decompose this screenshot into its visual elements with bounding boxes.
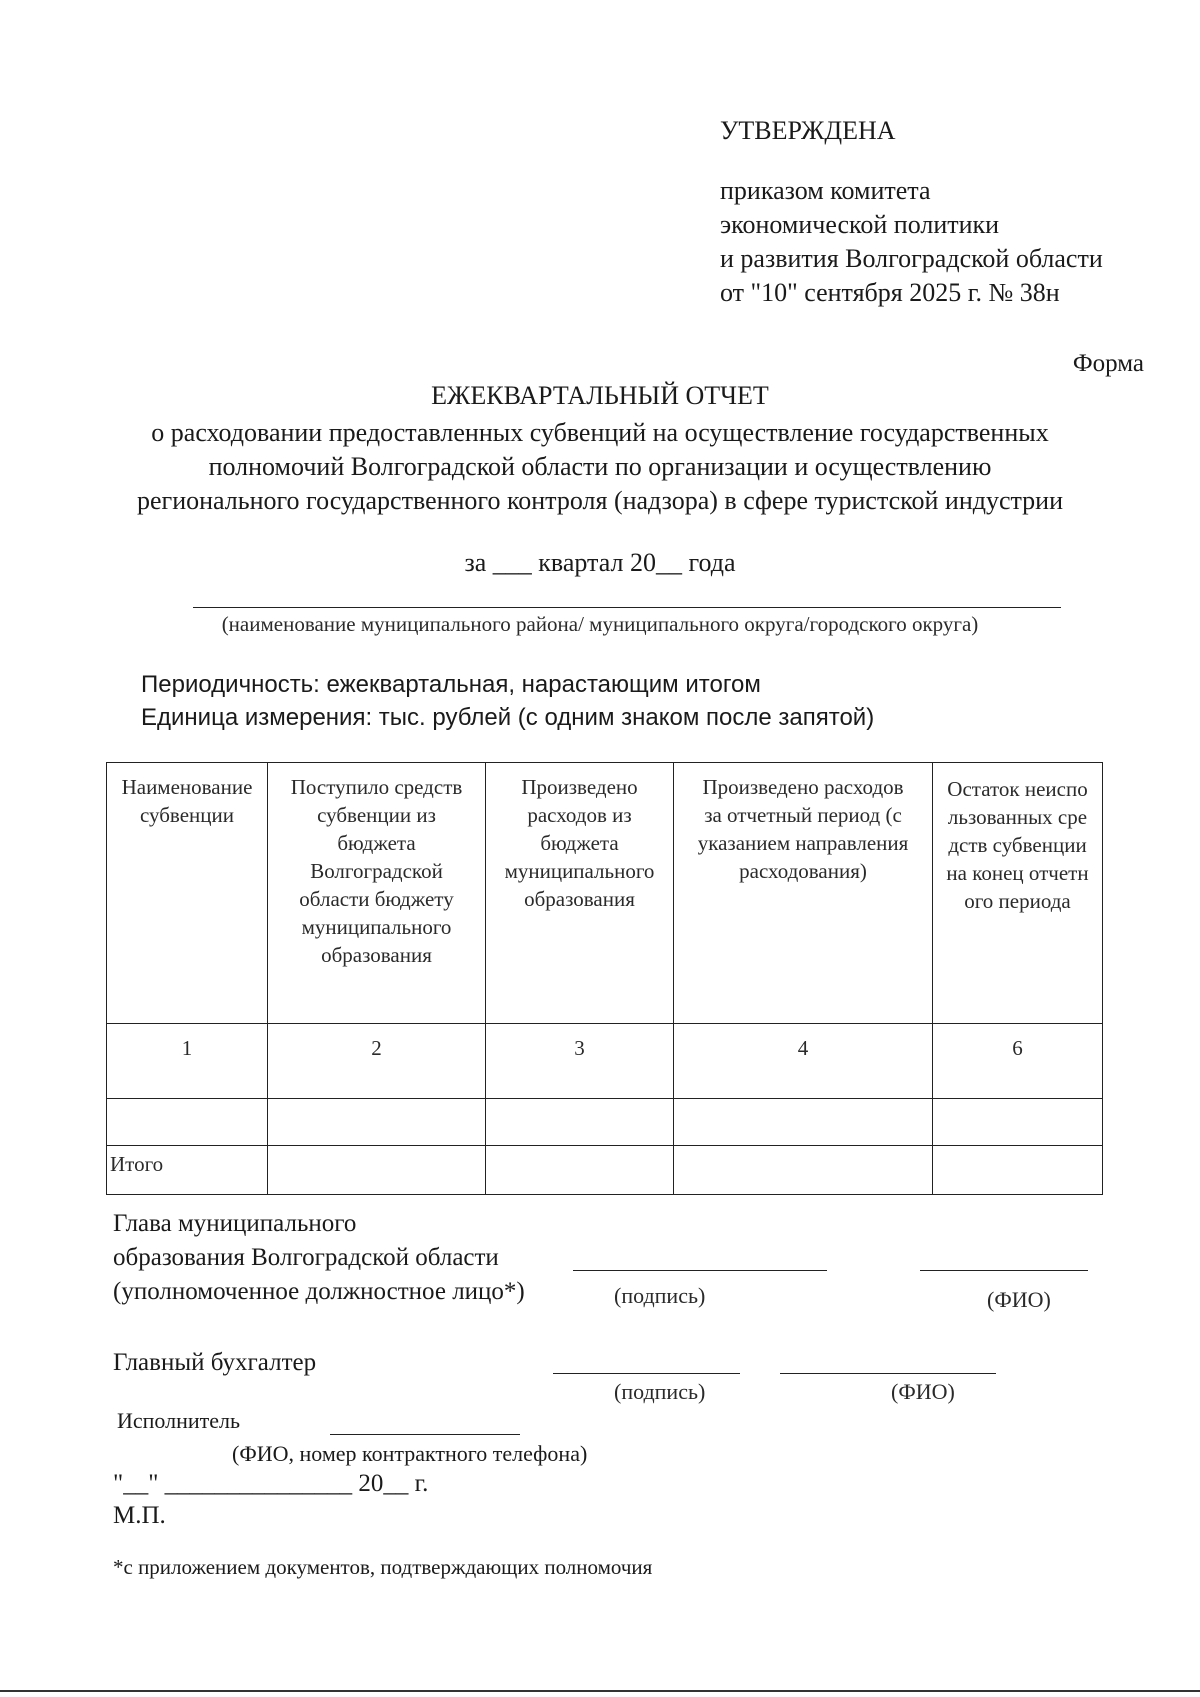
table-cell[interactable]	[933, 1146, 1103, 1195]
table-cell[interactable]	[268, 1099, 486, 1146]
page-bottom-rule	[0, 1690, 1200, 1692]
table-cell[interactable]	[674, 1146, 933, 1195]
head-signature-line[interactable]	[573, 1270, 827, 1271]
column-number: 1	[107, 1024, 268, 1099]
municipality-caption: (наименование муниципального района/ муниципального округа/городского округа)	[221, 612, 979, 636]
table-row	[107, 1024, 1103, 1099]
accountant-label: Главный бухгалтер	[113, 1349, 317, 1376]
table-row	[107, 1099, 1103, 1146]
unit-of-measure: Единица измерения: тыс. рублей (с одним знаком после запятой)	[141, 704, 875, 731]
header-municipal-expenses: Произведено расходов из бюджета муниципального образования	[486, 763, 674, 1024]
name-caption: (ФИО)	[987, 1287, 1051, 1312]
head-label-line: образования Волгоградской области	[113, 1244, 499, 1271]
report-title: ЕЖЕКВАРТАЛЬНЫЙ ОТЧЕТ	[431, 381, 769, 410]
table-cell[interactable]	[933, 1099, 1103, 1146]
signature-caption: (подпись)	[614, 1283, 706, 1308]
header-remaining-balance: Остаток неиспользованных средств субвенции на конец отчетного периода	[933, 763, 1103, 1024]
subtitle-line: полномочий Волгоградской области по организации и осуществлению	[208, 452, 992, 481]
date-line: "__" _______________ 20__ г.	[113, 1470, 429, 1497]
seal-label: М.П.	[113, 1502, 166, 1529]
accountant-signature-line[interactable]	[553, 1373, 740, 1374]
head-label-line: (уполномоченное должностное лицо*)	[113, 1278, 525, 1305]
head-label-line: Глава муниципального	[113, 1210, 357, 1237]
report-subtitle	[0, 416, 1200, 518]
period-line: за ___ квартал 20__ года	[464, 548, 736, 577]
header-period-expenses: Произведено расходов за отчетный период (с указанием направления расходования)	[674, 763, 933, 1024]
header-subvention-name: Наименование субвенции	[107, 763, 268, 1024]
column-number: 4	[674, 1024, 933, 1099]
executor-caption: (ФИО, номер контрактного телефона)	[232, 1441, 588, 1466]
approval-line: от "10" сентября 2025 г. № 38н	[720, 278, 1060, 307]
report-meta	[141, 668, 874, 734]
table-cell[interactable]	[486, 1099, 674, 1146]
subtitle-line: о расходовании предоставленных субвенций на осуществление государственных	[151, 418, 1049, 447]
form-label: Форма	[1072, 350, 1144, 377]
column-number: 3	[486, 1024, 674, 1099]
head-name-line[interactable]	[920, 1270, 1088, 1271]
executor-line[interactable]	[330, 1434, 520, 1435]
table-cell[interactable]	[268, 1146, 486, 1195]
signature-caption: (подпись)	[614, 1379, 706, 1404]
table-cell[interactable]	[486, 1146, 674, 1195]
table-cell[interactable]	[107, 1099, 268, 1146]
footnote: *с приложением документов, подтверждающих полномочия	[113, 1555, 653, 1579]
table-header-row	[107, 763, 1103, 1024]
column-number: 2	[268, 1024, 486, 1099]
approval-line: экономической политики	[720, 210, 1000, 239]
head-signature-label	[113, 1207, 525, 1309]
approval-heading: УТВЕРЖДЕНА	[720, 116, 896, 145]
accountant-name-line[interactable]	[780, 1373, 996, 1374]
header-received-funds: Поступило средств субвенции из бюджета Волгоградской области бюджету муниципального образования	[268, 763, 486, 1024]
column-number: 6	[933, 1024, 1103, 1099]
periodicity: Периодичность: ежеквартальная, нарастающим итогом	[141, 671, 761, 698]
municipality-underline	[193, 607, 1061, 608]
table-cell[interactable]	[674, 1099, 933, 1146]
name-caption: (ФИО)	[891, 1379, 955, 1404]
approval-block	[720, 114, 1103, 310]
approval-line: приказом комитета	[720, 176, 931, 205]
subtitle-line: регионального государственного контроля (надзора) в сфере туристской индустрии	[136, 486, 1064, 515]
report-table	[106, 762, 1103, 1195]
approval-line: и развития Волгоградской области	[720, 244, 1103, 273]
total-label: Итого	[107, 1146, 268, 1195]
executor-label: Исполнитель	[117, 1408, 241, 1433]
table-total-row	[107, 1146, 1103, 1195]
